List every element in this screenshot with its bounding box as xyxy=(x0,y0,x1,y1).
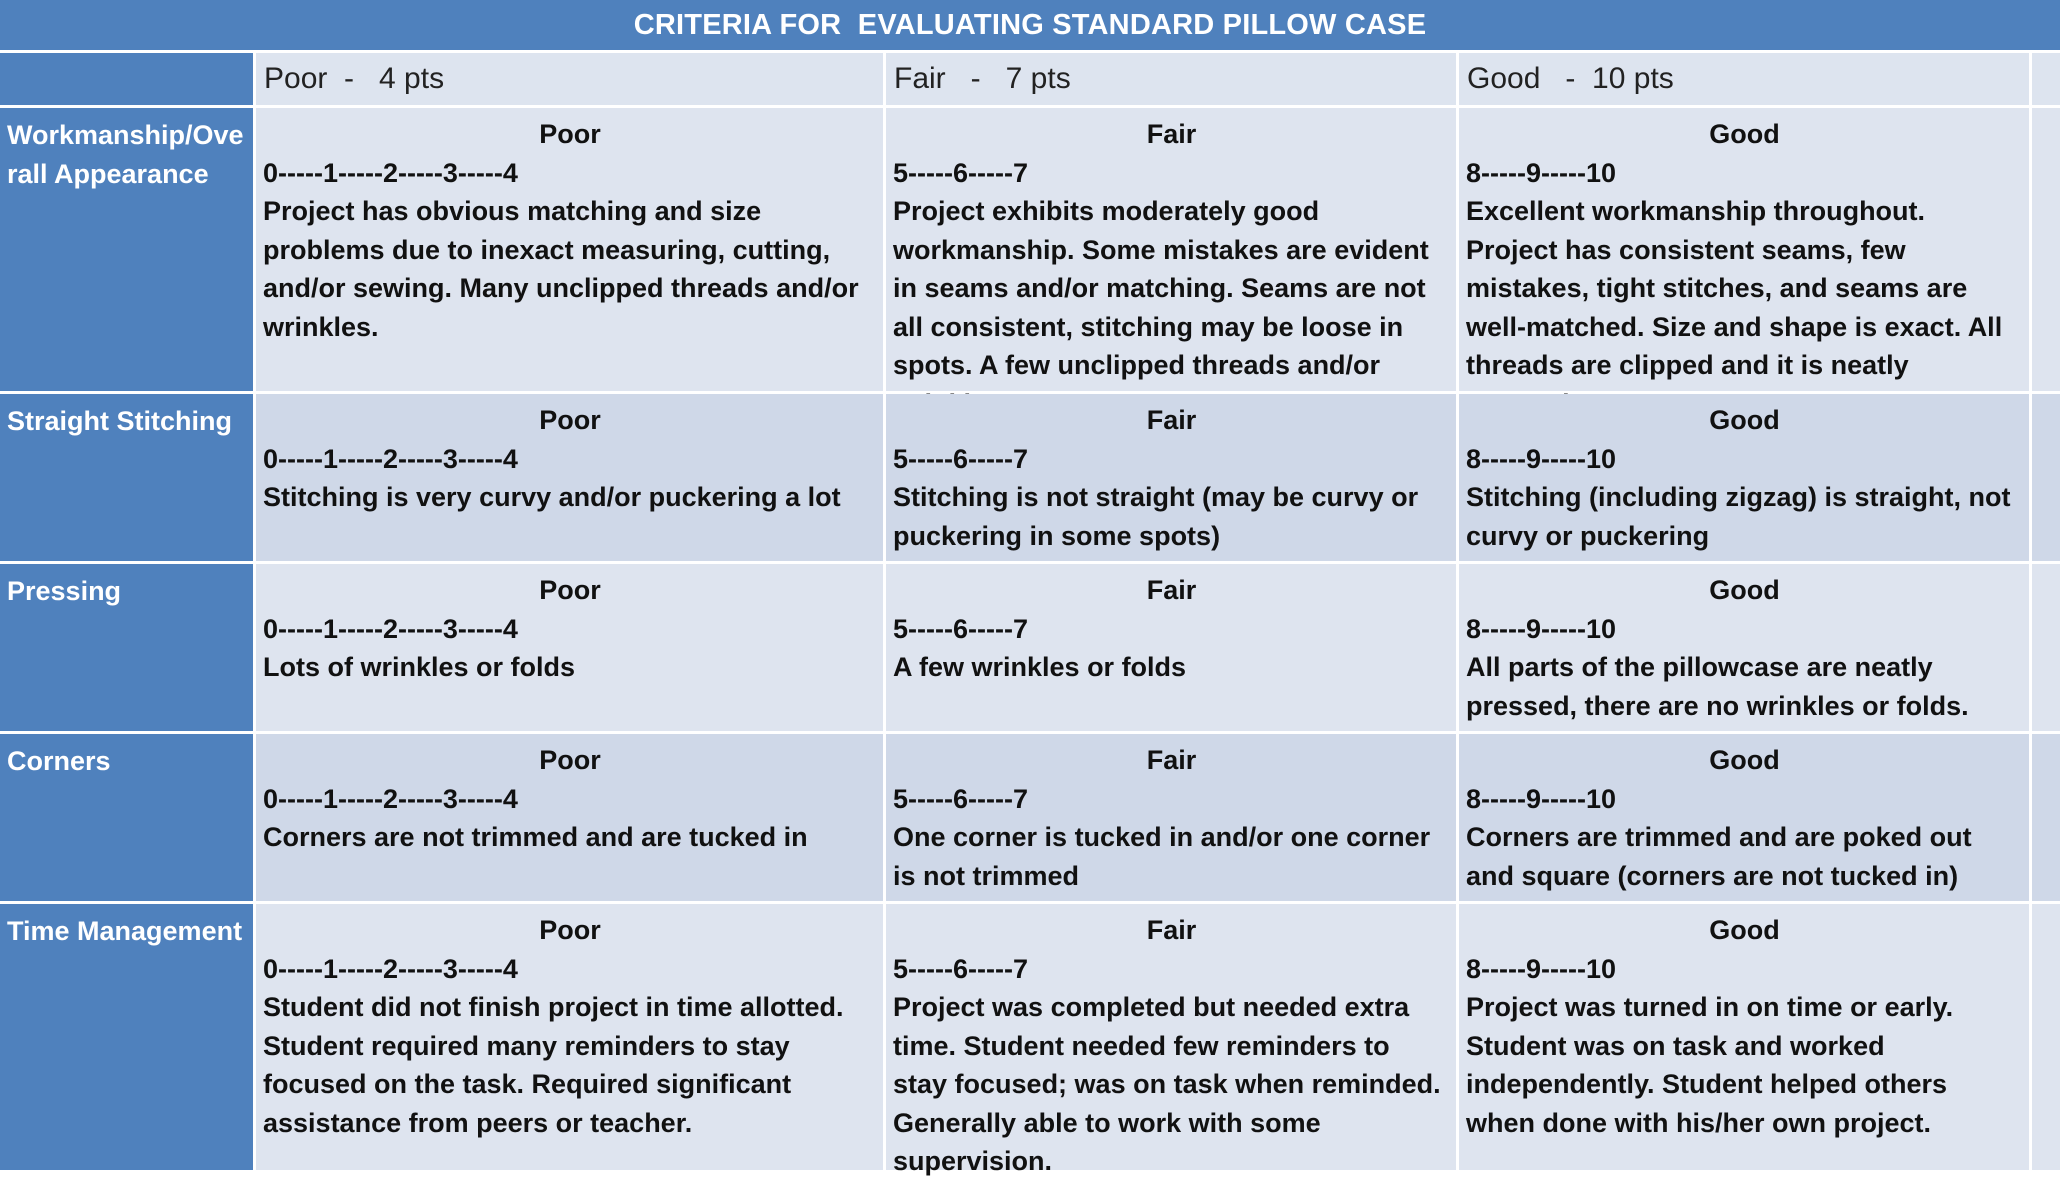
criterion-description: Corners are trimmed and are poked out and square (corners are not tucked in) xyxy=(1466,822,1972,891)
criterion-pressing: Pressing xyxy=(0,564,253,731)
level-header-edge xyxy=(2032,53,2060,105)
level-label: Good xyxy=(1709,575,1780,605)
cell-corners-good xyxy=(1459,734,2029,901)
cell-corners-poor xyxy=(256,734,883,901)
table-title: CRITERIA FOR EVALUATING STANDARD PILLOW CASE xyxy=(0,0,2060,50)
level-header-fair: Fair - 7 pts xyxy=(886,53,1456,105)
cell-time-good xyxy=(1459,904,2029,1170)
level-label: Poor xyxy=(539,405,601,435)
row-edge-cell xyxy=(2032,734,2060,901)
criterion-description: One corner is tucked in and/or one corner is not trimmed xyxy=(893,822,1431,891)
cell-stitching-poor xyxy=(256,394,883,561)
level-label: Fair xyxy=(1146,119,1197,149)
level-header-good: Good - 10 pts xyxy=(1459,53,2029,105)
point-scale: 0-----1-----2-----3-----4 xyxy=(263,443,518,474)
point-scale: 5-----6-----7 xyxy=(893,157,1028,188)
criterion-description: Stitching (including zigzag) is straight, not curvy or puckering xyxy=(1466,482,2011,551)
cell-workmanship-poor xyxy=(256,108,883,391)
level-label: Poor xyxy=(539,575,601,605)
criterion-description: Project has obvious matching and size problems due to inexact measuring, cutting, and/or sewing. Many unclipped threads and/or wrinkles. xyxy=(263,196,859,342)
point-scale: 5-----6-----7 xyxy=(893,443,1028,474)
row-edge-cell xyxy=(2032,904,2060,1170)
level-label: Fair xyxy=(1146,575,1197,605)
point-scale: 8-----9-----10 xyxy=(1466,443,1616,474)
level-label: Good xyxy=(1709,915,1780,945)
level-label: Poor xyxy=(539,915,601,945)
criterion-description: All parts of the pillowcase are neatly pressed, there are no wrinkles or folds. xyxy=(1466,652,1969,721)
point-scale: 0-----1-----2-----3-----4 xyxy=(263,953,518,984)
criterion-description: Project exhibits moderately good workmanship. Some mistakes are evident in seams and/or matching. Seams are not all consistent, stitching may be loose in spots. A few unclipped threads and/or xyxy=(893,196,1429,380)
point-scale: 0-----1-----2-----3-----4 xyxy=(263,783,518,814)
cell-pressing-good xyxy=(1459,564,2029,731)
criterion-description: Project was turned in on time or early. Student was on task and worked independently. Student helped others when done with his/her own project. xyxy=(1466,992,1954,1138)
point-scale: 8-----9-----10 xyxy=(1466,953,1616,984)
level-label: Good xyxy=(1709,405,1780,435)
level-label: Fair xyxy=(1146,745,1197,775)
point-scale: 5-----6-----7 xyxy=(893,953,1028,984)
point-scale: 8-----9-----10 xyxy=(1466,783,1616,814)
row-edge-cell xyxy=(2032,108,2060,391)
cell-pressing-fair xyxy=(886,564,1456,731)
criterion-straight-stitching: Straight Stitching xyxy=(0,394,253,561)
level-header-poor: Poor - 4 pts xyxy=(256,53,883,105)
criterion-description: Stitching is not straight (may be curvy or puckering in some spots) xyxy=(893,482,1419,551)
cell-workmanship-fair xyxy=(886,108,1456,391)
criterion-description: Project was completed but needed extra time. Student needed few reminders to stay focused; was on task when reminded. Generally able to work with some supervision. xyxy=(893,992,1441,1176)
level-label: Good xyxy=(1709,119,1780,149)
cell-corners-fair xyxy=(886,734,1456,901)
point-scale: 8-----9-----10 xyxy=(1466,157,1616,188)
level-label: Good xyxy=(1709,745,1780,775)
cell-workmanship-good xyxy=(1459,108,2029,391)
criterion-description: Corners are not trimmed and are tucked in xyxy=(263,822,808,852)
point-scale: 5-----6-----7 xyxy=(893,783,1028,814)
criterion-workmanship: Workmanship/Overall Appearance xyxy=(0,108,253,391)
point-scale: 8-----9-----10 xyxy=(1466,613,1616,644)
cell-stitching-good xyxy=(1459,394,2029,561)
cell-time-poor xyxy=(256,904,883,1170)
criterion-description: A few wrinkles or folds xyxy=(893,652,1187,682)
criterion-description: Lots of wrinkles or folds xyxy=(263,652,576,682)
level-label: Poor xyxy=(539,745,601,775)
level-label: Fair xyxy=(1146,915,1197,945)
row-edge-cell xyxy=(2032,564,2060,731)
criterion-description: Student did not finish project in time allotted. Student required many reminders to stay focused on the task. Required significant assistance from peers or teacher. xyxy=(263,992,844,1138)
criterion-description: Stitching is very curvy and/or puckering a lot xyxy=(263,482,841,512)
criterion-corners: Corners xyxy=(0,734,253,901)
level-label: Poor xyxy=(539,119,601,149)
point-scale: 5-----6-----7 xyxy=(893,613,1028,644)
point-scale: 0-----1-----2-----3-----4 xyxy=(263,613,518,644)
criterion-time-management: Time Management xyxy=(0,904,253,1170)
cell-time-fair xyxy=(886,904,1456,1176)
row-edge-cell xyxy=(2032,394,2060,561)
criterion-description: Excellent workmanship throughout. Project has consistent seams, few mistakes, tight stitches, and seams are well-matched. Size and shape is exact. All threads are clipped and it is neatly xyxy=(1466,196,2003,380)
point-scale: 0-----1-----2-----3-----4 xyxy=(263,157,518,188)
header-corner-cell xyxy=(0,53,253,105)
level-label: Fair xyxy=(1146,405,1197,435)
cell-pressing-poor xyxy=(256,564,883,731)
cell-stitching-fair xyxy=(886,394,1456,561)
